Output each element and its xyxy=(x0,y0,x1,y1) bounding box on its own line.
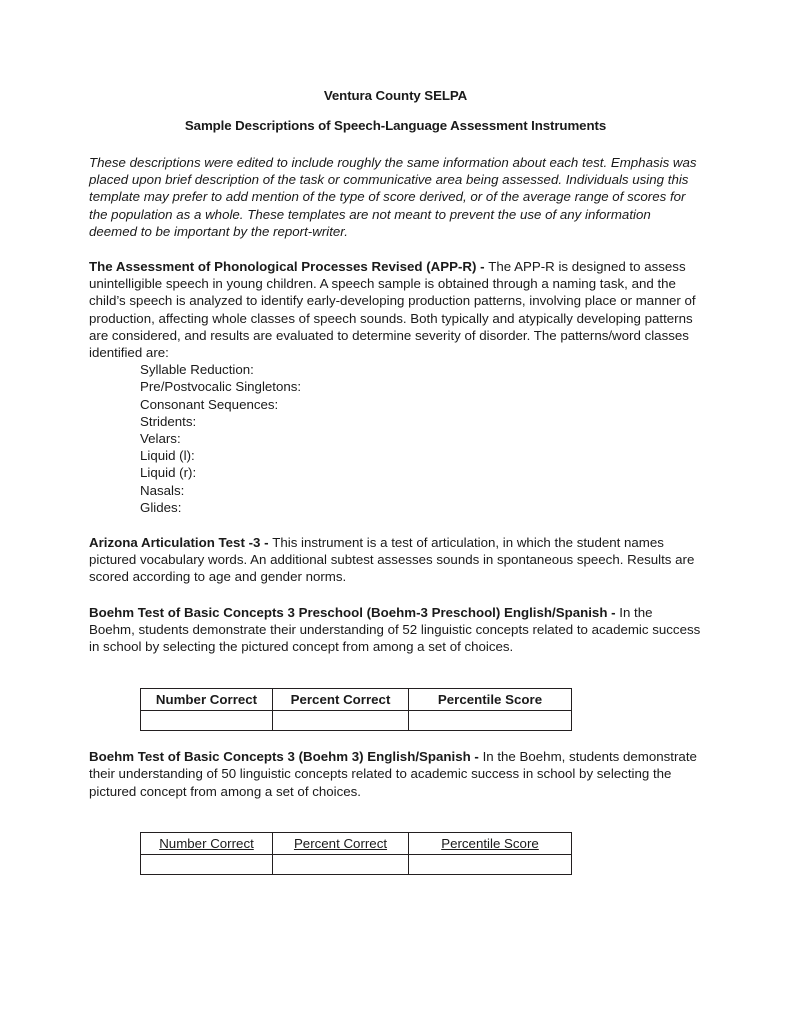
section-app-r-heading: The Assessment of Phonological Processes Revised (APP-R) - xyxy=(89,259,489,275)
cell-percentile-score[interactable] xyxy=(409,854,572,874)
section-arizona-body: This instrument is a test of articulation, in which the student names pictured vocabulary words. An additional subtest assesses sounds in spontaneous speech. Results are scored according to age and gender norms. xyxy=(89,535,695,585)
column-header-percentile-score xyxy=(409,689,572,711)
section-arizona-heading: Arizona Articulation Test -3 - xyxy=(89,535,273,551)
cell-percent-correct[interactable] xyxy=(273,854,409,874)
list-item: Consonant Sequences: xyxy=(140,396,279,412)
app-r-pattern-list xyxy=(89,361,702,516)
boehm3-preschool-score-table xyxy=(140,688,572,731)
section-boehm3-preschool xyxy=(89,604,702,656)
list-item: Glides: xyxy=(140,499,182,515)
section-boehm3-heading: Boehm Test of Basic Concepts 3 (Boehm 3) English/Spanish - xyxy=(89,749,483,765)
section-boehm3-body: In the Boehm, students demonstrate their understanding of 50 linguistic concepts related to academic success in school by selecting the pictured concept from among a set of choices. xyxy=(89,749,697,799)
column-header-label: Percent Correct xyxy=(293,835,388,851)
section-app-r-body: The APP-R is designed to assess unintelligible speech in young children. A speech sample is obtained through a naming task, and the child’s speech is analyzed to identify early-developing production patterns, involving place or manner of production, affecting whole classes of speech sounds. Both typically and atypically developing patterns are considered, and results are evaluated to determine severity of disorder. The patterns/word classes identified are: xyxy=(89,259,696,361)
column-header-number-correct xyxy=(141,832,273,854)
column-header-percent-correct xyxy=(273,832,409,854)
column-header-label: Number Correct xyxy=(159,835,254,851)
table-header-row xyxy=(141,832,572,854)
list-item: Liquid (r): xyxy=(140,465,197,481)
list-item: Syllable Reduction: xyxy=(140,362,254,378)
document-body xyxy=(89,88,702,875)
table-header-row xyxy=(141,689,572,711)
boehm3-score-table-wrap xyxy=(89,832,702,875)
boehm3-preschool-score-table-wrap xyxy=(89,688,702,731)
cell-number-correct[interactable] xyxy=(141,711,273,731)
column-header-label: Percent Correct xyxy=(290,692,391,708)
document-title: Ventura County SELPA xyxy=(323,88,468,103)
column-header-label: Number Correct xyxy=(155,692,258,708)
document-subtitle: Sample Descriptions of Speech-Language Assessment Instruments xyxy=(184,118,607,133)
section-boehm3-preschool-heading: Boehm Test of Basic Concepts 3 Preschool (Boehm-3 Preschool) English/Spanish - xyxy=(89,604,620,620)
intro-paragraph: These descriptions were edited to include roughly the same information about each test. Emphasis was placed upon brief description of the task or communicative area being assessed. Individuals using this template may prefer to add mention of the type of score derived, or of the average range of scores for the population as a whole. These templates are not meant to prevent the use of any information deemed to be important by the report-writer. xyxy=(89,155,697,239)
table-row xyxy=(141,854,572,874)
list-item: Pre/Postvocalic Singletons: xyxy=(140,379,302,395)
column-header-number-correct xyxy=(141,689,273,711)
cell-number-correct[interactable] xyxy=(141,854,273,874)
cell-percent-correct[interactable] xyxy=(273,711,409,731)
column-header-label: Percentile Score xyxy=(437,692,543,708)
column-header-percentile-score xyxy=(409,832,572,854)
list-item: Liquid (l): xyxy=(140,448,195,464)
section-arizona xyxy=(89,534,702,586)
column-header-label: Percentile Score xyxy=(441,835,539,851)
list-item: Nasals: xyxy=(140,482,185,498)
cell-percentile-score[interactable] xyxy=(409,711,572,731)
boehm3-score-table xyxy=(140,832,572,875)
section-app-r xyxy=(89,258,702,361)
column-header-percent-correct xyxy=(273,689,409,711)
table-row xyxy=(141,711,572,731)
section-boehm3 xyxy=(89,748,702,800)
list-item: Stridents: xyxy=(140,413,197,429)
section-boehm3-preschool-body: In the Boehm, students demonstrate their understanding of 52 linguistic concepts related to academic success in school by selecting the pictured concept from among a set of choices. xyxy=(89,604,701,655)
list-item: Velars: xyxy=(140,431,181,447)
